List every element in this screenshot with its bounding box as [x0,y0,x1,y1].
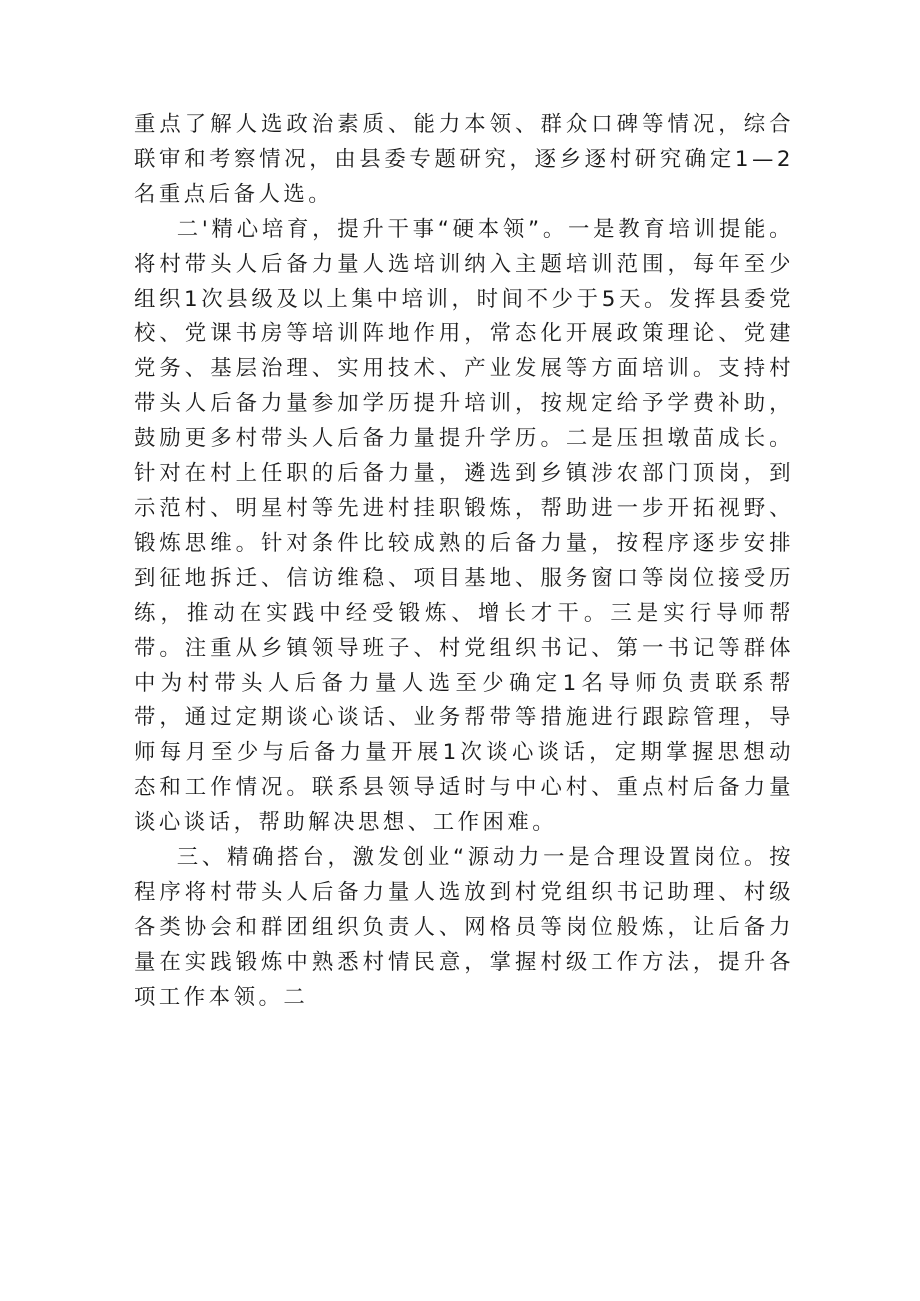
paragraph-section-three: 三、精确搭台，激发创业“源动力一是合理设置岗位。按程序将村带头人后备力量人选放到村党组织书记助理、村级各类协会和群团组织负责人、网格员等岗位般炼，让后备力量在实践锻炼中熟悉村情民意，掌握村级工作方法，提升各项工作本领。二 [134,845,794,1010]
paragraph-continued: 重点了解人选政治素质、能力本领、群众口碑等情况，综合联审和考察情况，由县委专题研究，逐乡逐村研究确定1—2名重点后备人选。 [134,112,794,207]
document-body [134,108,794,1016]
paragraph-section-two: 二'精心培育，提升干事“硬本领”。一是教育培训提能。将村带头人后备力量人选培训纳入主题培训范围，每年至少组织1次县级及以上集中培训，时间不少于5天。发挥县委党校、党课书房等培训阵地作用，常态化开展政策理论、党建党务、基层治理、实用技术、产业发展等方面培训。支持村带头人后备力量参加学历提升培训，按规定给予学费补助，鼓励更多村带头人后备力量提升学历。二是压担墩苗成长。针对在村上任职的后备力量，遴选到乡镇涉农部门顶岗，到示范村、明星村等先进村挂职锻炼，帮助进一步开拓视野、锻炼思维。针对条件比较成熟的后备力量，按程序逐步安排到征地拆迁、信访维稳、项目基地、服务窗口等岗位接受历练，推动在实践中经受锻炼、增长才干。三是实行导师帮带。注重从乡镇领导班子、村党组织书记、第一书记等群体中为村带头人后备力量人选至少确定1名导师负责联系帮带，通过定期谈心谈话、业务帮带等措施进行跟踪管理，导师每月至少与后备力量开展1次谈心谈话，定期掌握思想动态和工作情况。联系县领导适时与中心村、重点村后备力量谈心谈话，帮助解决思想、工作困难。 [134,216,794,836]
